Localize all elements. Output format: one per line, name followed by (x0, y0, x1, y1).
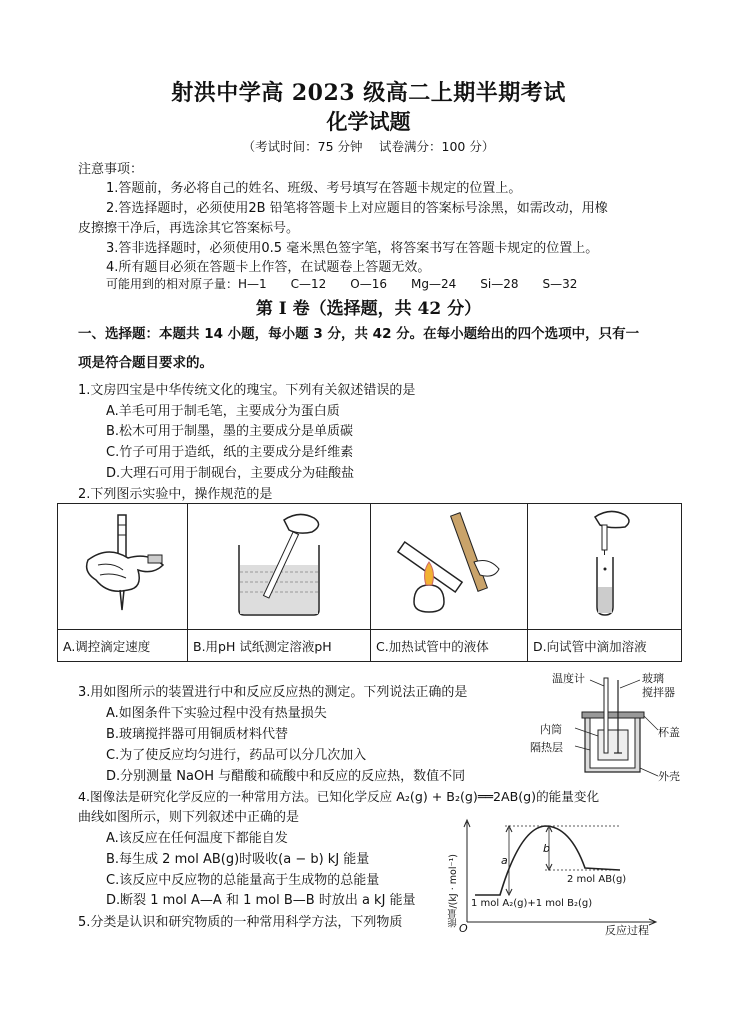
exam-title: 射洪中学高 2023 级高二上期半期考试 (171, 80, 566, 106)
label-stirrer-2: 搅拌器 (642, 686, 675, 699)
section-title: 第 I 卷（选择题，共 42 分） (255, 299, 482, 319)
experiment-c-caption: C.加热试管中的液体 (371, 630, 528, 662)
experiment-b-caption: B.用pH 试纸测定溶液pH (188, 630, 371, 662)
note-item: 4.所有题目必须在答题卡上作答，在试题卷上答题无效。 (106, 260, 431, 275)
question-1-option: C.竹子可用于造纸，纸的主要成分是纤维素 (106, 445, 354, 460)
question-3-option: A.如图条件下实验过程中没有热量损失 (106, 706, 327, 721)
experiment-table (57, 503, 682, 662)
label-shell: 外壳 (658, 770, 680, 783)
energy-y-label: 能量/(kJ · mol⁻¹) (448, 854, 459, 928)
label-lid: 杯盖 (658, 726, 680, 739)
question-4-option: B.每生成 2 mol AB(g)时吸收(a − b) kJ 能量 (106, 852, 370, 867)
dropper-test-tube-icon (555, 507, 655, 622)
question-3-option: B.玻璃搅拌器可用铜质材料代替 (106, 727, 289, 742)
energy-a-label: a (501, 854, 508, 867)
question-3-stem: 3.用如图所示的装置进行中和反应反应热的测定。下列说法正确的是 (78, 685, 468, 700)
energy-product-label: 2 mol AB(g) (567, 874, 627, 885)
section-instruction: 一、选择题：本题共 14 小题，每小题 3 分，共 42 分。在每小题给出的四个选项中，只有一 (78, 326, 640, 342)
energy-b-label: b (543, 842, 550, 855)
calorimeter-figure (530, 668, 690, 783)
atomic-mass: 可能用到的相对原子量：H—1 C—12 O—16 Mg—24 Si—28 S—32 (106, 277, 578, 291)
label-stirrer-1: 玻璃 (642, 672, 664, 685)
experiment-b-figure (188, 504, 371, 630)
notes-heading: 注意事项： (78, 162, 144, 177)
beaker-ph-paper-icon (214, 510, 344, 620)
label-insulation: 隔热层 (530, 741, 563, 754)
note-item: 3.答非选择题时，必须使用0.5 毫米黑色签字笔，将答案书写在答题卡规定的位置上。 (106, 241, 599, 256)
question-2-stem: 2.下列图示实验中，操作规范的是 (78, 487, 273, 502)
label-inner-cup: 内筒 (540, 723, 562, 736)
question-1-option: A.羊毛可用于制毛笔，主要成分为蛋白质 (106, 404, 340, 419)
note-item: 1.答题前，务必将自己的姓名、班级、考号填写在答题卡规定的位置上。 (106, 181, 522, 196)
energy-x-label: 反应过程 (605, 924, 649, 937)
label-thermometer: 温度计 (552, 672, 585, 685)
exam-info: （考试时间：75 分钟 试卷满分：100 分） (242, 139, 495, 154)
section-instruction: 项是符合题目要求的。 (78, 355, 213, 371)
question-4-option: A.该反应在任何温度下都能自发 (106, 831, 288, 846)
energy-diagram (445, 818, 665, 938)
experiment-a-caption: A.调控滴定速度 (58, 630, 188, 662)
heating-test-tube-icon (384, 507, 514, 622)
question-5-stem: 5.分类是认识和研究物质的一种常用科学方法，下列物质 (78, 915, 403, 930)
question-4-option: C.该反应中反应物的总能量高于生成物的总能量 (106, 873, 380, 888)
question-3-option: C.为了使反应均匀进行，药品可以分几次加入 (106, 748, 367, 763)
note-item: 2.答选择题时，必须使用2B 铅笔将答题卡上对应题目的答案标号涂黑，如需改动，用橡 (106, 201, 608, 216)
question-1-option: D.大理石可用于制砚台，主要成分为硅酸盐 (106, 466, 355, 481)
question-4-option: D.断裂 1 mol A—A 和 1 mol B—B 时放出 a kJ 能量 (106, 893, 416, 908)
question-4-stem: 4.图像法是研究化学反应的一种常用方法。已知化学反应 A₂(g) + B₂(g)══2AB(g)的能量变化 (78, 789, 600, 804)
experiment-a-figure (58, 504, 188, 630)
exam-subject: 化学试题 (326, 109, 411, 134)
experiment-c-figure (371, 504, 528, 630)
energy-curve (445, 818, 665, 938)
energy-reactant-label: 1 mol A₂(g)+1 mol B₂(g) (471, 898, 593, 909)
question-1-option: B.松木可用于制墨，墨的主要成分是单质碳 (106, 424, 354, 439)
question-3-option: D.分别测量 NaOH 与醋酸和硫酸中和反应的反应热，数值不同 (106, 769, 466, 784)
burette-hand-icon (68, 510, 178, 620)
question-1-stem: 1.文房四宝是中华传统文化的瑰宝。下列有关叙述错误的是 (78, 383, 416, 398)
energy-origin: O (459, 922, 468, 935)
question-4-stem: 曲线如图所示，则下列叙述中正确的是 (78, 810, 300, 825)
note-item: 皮擦擦干净后，再选涂其它答案标号。 (78, 221, 300, 236)
experiment-d-figure (528, 504, 682, 630)
experiment-d-caption: D.向试管中滴加溶液 (528, 630, 682, 662)
